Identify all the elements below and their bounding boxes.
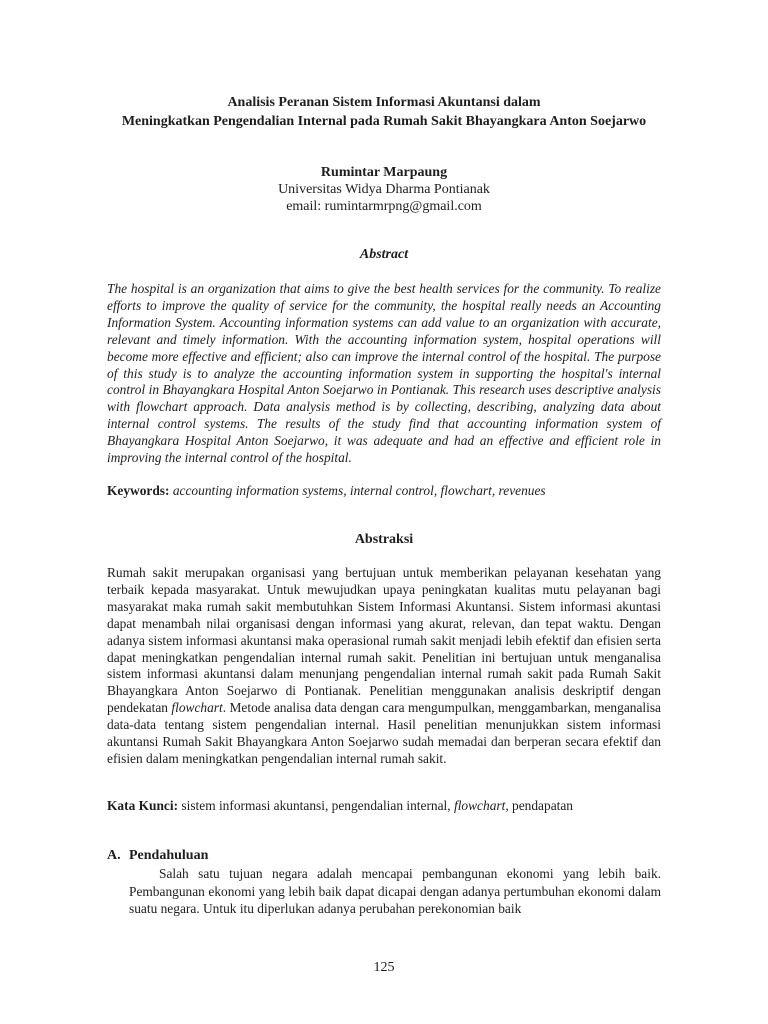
keywords-text: accounting information systems, internal control, flowchart, revenues bbox=[172, 483, 546, 498]
keywords bbox=[107, 482, 661, 499]
section-heading bbox=[107, 848, 208, 864]
abstraksi-text-1: Rumah sakit merupakan organisasi yang bertujuan untuk memberikan pelayanan kesehatan yang terbaik kepada masyarakat. Untuk mewujudkan upaya peningkatan kualitas mutu pelayanan bagi masyarakat maka rumah sakit membutuhkan Sistem Informasi Akuntansi. Sistem informasi akuntasi dapat menambah nilai organisasi dengan informasi yang akurat, relevan, dan tepat waktu. Dengan adanya sistem informasi akuntansi maka operasional rumah sakit menjadi lebih efektif dan efisien serta dapat meningkatkan pengendalian internal rumah sakit. Penelitian ini bertujuan untuk menganalisa sistem informasi akuntansi dalam menunjang pengendalian internal rumah sakit pada Rumah Sakit Bhayangkara Anton Soejarwo di Pontianak. Penelitian menggunakan analisis deskriptif dengan pendekatan bbox=[107, 565, 661, 716]
author-affiliation: Universitas Widya Dharma Pontianak bbox=[278, 182, 490, 197]
abstraksi-body bbox=[107, 565, 661, 768]
kata-kunci bbox=[107, 797, 661, 814]
page-number: 125 bbox=[373, 960, 395, 975]
kata-kunci-text-2: pendapatan bbox=[508, 798, 573, 813]
abstraksi-text-2: . Metode analisa data dengan cara mengumpulkan, menggambarkan, menganalisa data-data tentang sistem pengendalian internal. Hasil penelitian menunjukkan sistem informasi akuntansi Rumah Sakit Bhayangkara Anton Soejarwo sudah memadai dan berperan secara efektif dan efisien dalam meningkatkan pengendalian internal rumah sakit. bbox=[107, 700, 661, 766]
section-title: Pendahuluan bbox=[129, 848, 209, 863]
title-line-1: Analisis Peranan Sistem Informasi Akuntansi dalam bbox=[227, 95, 541, 110]
kata-kunci-text-1: sistem informasi akuntansi, pengendalian internal, bbox=[178, 798, 454, 813]
keywords-label: Keywords: bbox=[107, 483, 170, 498]
kata-kunci-italic: flowchart, bbox=[453, 798, 509, 813]
author-block bbox=[60, 164, 708, 215]
author-name: Rumintar Marpaung bbox=[320, 165, 448, 180]
abstract-body: The hospital is an organization that aims to give the best health services for the community. To realize efforts to improve the quality of service for the community, the hospital really needs an Accounting Information System. Accounting information systems can add value to an organization with accurate, relevant and timely information. With the accounting information system, hospital operations will become more effective and efficient; also can improve the internal control of the hospital. The purpose of this study is to analyze the accounting information system in supporting the hospital's internal control in Bhayangkara Hospital Anton Soejarwo in Pontianak. This research uses descriptive analysis with flowchart approach. Data analysis method is by collecting, describing, analyzing data about internal control systems. The results of the study find that accounting information system of Bhayangkara Hospital Anton Soejarwo, it was adequate and had an effective and efficient role in improving the internal control of the hospital. bbox=[107, 281, 661, 466]
kata-kunci-label: Kata Kunci: bbox=[107, 798, 179, 813]
title-line-2: Meningkatkan Pengendalian Internal pada Rumah Sakit Bhayangkara Anton Soejarwo bbox=[121, 114, 647, 129]
abstraksi-italic-term: flowchart bbox=[171, 700, 223, 716]
section-number: A. bbox=[107, 848, 121, 863]
paper-title bbox=[60, 93, 708, 131]
abstraksi-heading: Abstraksi bbox=[354, 532, 414, 547]
section-body: Salah satu tujuan negara adalah mencapai pembangunan ekonomi yang lebih baik. Pembangunan ekonomi yang lebih baik dapat dicapai dengan adanya pertumbuhan ekonomi dalam suatu negara. Untuk itu diperlukan adanya perubahan perekonomian baik bbox=[129, 866, 661, 916]
author-email: email: rumintarmrpng@gmail.com bbox=[286, 199, 482, 214]
abstract-heading: Abstract bbox=[359, 247, 409, 262]
